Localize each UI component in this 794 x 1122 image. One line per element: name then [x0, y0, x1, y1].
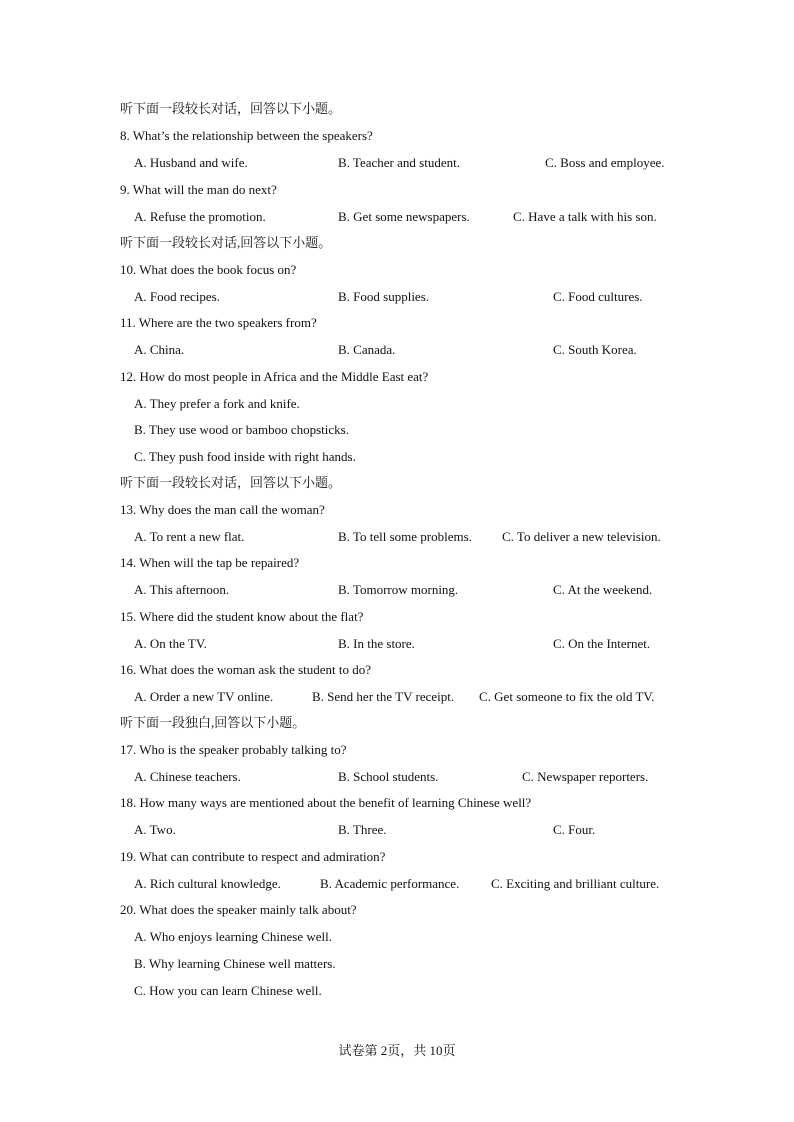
- option-a: A. Two.: [134, 822, 176, 837]
- option-b: B. Why learning Chinese well matters.: [134, 956, 336, 971]
- option-c: C. South Korea.: [553, 342, 637, 357]
- section-instruction: 听下面一段较长对话，回答以下小题。: [120, 101, 342, 116]
- option-b: B. Three.: [338, 822, 387, 837]
- question-text: 12. How do most people in Africa and the Middle East eat?: [120, 369, 429, 384]
- option-a: A. Refuse the promotion.: [134, 209, 266, 224]
- option-a: A. They prefer a fork and knife.: [134, 396, 300, 411]
- option-c: C. Newspaper reporters.: [522, 769, 649, 784]
- option-b: B. In the store.: [338, 636, 415, 651]
- option-b: B. To tell some problems.: [338, 529, 472, 544]
- option-b: B. School students.: [338, 769, 439, 784]
- option-a: A. Food recipes.: [134, 289, 220, 304]
- option-a: A. To rent a new flat.: [134, 529, 245, 544]
- option-b: B. Tomorrow morning.: [338, 582, 459, 597]
- option-c: C. Have a talk with his son.: [513, 209, 657, 224]
- option-b: B. Get some newspapers.: [338, 209, 470, 224]
- page-footer: 试卷第 2页，共 10页: [338, 1043, 456, 1058]
- option-c: C. Boss and employee.: [545, 155, 665, 170]
- option-b: B. Canada.: [338, 342, 396, 357]
- question-text: 10. What does the book focus on?: [120, 262, 297, 277]
- question-text: 14. When will the tap be repaired?: [120, 555, 300, 570]
- option-c: C. To deliver a new television.: [502, 529, 661, 544]
- question-text: 15. Where did the student know about the flat?: [120, 609, 364, 624]
- option-a: A. Chinese teachers.: [134, 769, 241, 784]
- option-a: A. China.: [134, 342, 185, 357]
- option-b: B. They use wood or bamboo chopsticks.: [134, 422, 349, 437]
- option-c: C. Food cultures.: [553, 289, 643, 304]
- option-b: B. Food supplies.: [338, 289, 430, 304]
- option-b: B. Teacher and student.: [338, 155, 460, 170]
- section-instruction: 听下面一段独白,回答以下小题。: [120, 715, 306, 730]
- option-a: A. On the TV.: [134, 636, 207, 651]
- option-c: C. On the Internet.: [553, 636, 651, 651]
- question-text: 20. What does the speaker mainly talk about?: [120, 902, 357, 917]
- option-c: C. Exciting and brilliant culture.: [491, 876, 660, 891]
- question-text: 9. What will the man do next?: [120, 182, 277, 197]
- option-a: A. Order a new TV online.: [134, 689, 274, 704]
- option-c: C. They push food inside with right hands.: [134, 449, 356, 464]
- option-c: C. Four.: [553, 822, 596, 837]
- option-b: B. Send her the TV receipt.: [312, 689, 455, 704]
- question-text: 8. What’s the relationship between the speakers?: [120, 128, 373, 143]
- option-c: C. Get someone to fix the old TV.: [479, 689, 655, 704]
- option-c: C. How you can learn Chinese well.: [134, 983, 322, 998]
- section-instruction: 听下面一段较长对话，回答以下小题。: [120, 475, 342, 490]
- section-instruction: 听下面一段较长对话,回答以下小题。: [120, 235, 332, 250]
- question-text: 13. Why does the man call the woman?: [120, 502, 325, 517]
- question-text: 19. What can contribute to respect and admiration?: [120, 849, 386, 864]
- option-a: A. Who enjoys learning Chinese well.: [134, 929, 332, 944]
- question-text: 18. How many ways are mentioned about the benefit of learning Chinese well?: [120, 795, 532, 810]
- option-a: A. Rich cultural knowledge.: [134, 876, 281, 891]
- question-text: 11. Where are the two speakers from?: [120, 315, 317, 330]
- option-a: A. This afternoon.: [134, 582, 230, 597]
- option-b: B. Academic performance.: [320, 876, 460, 891]
- question-text: 17. Who is the speaker probably talking to?: [120, 742, 347, 757]
- question-text: 16. What does the woman ask the student to do?: [120, 662, 372, 677]
- option-a: A. Husband and wife.: [134, 155, 248, 170]
- option-c: C. At the weekend.: [553, 582, 653, 597]
